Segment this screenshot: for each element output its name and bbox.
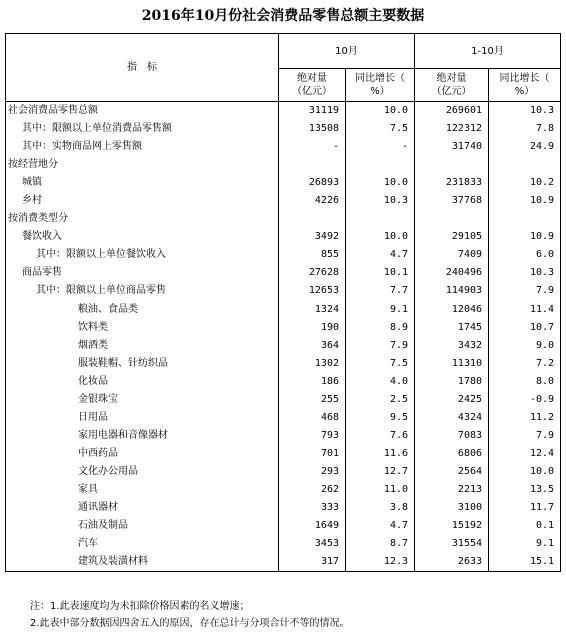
value-oct: 1649	[279, 517, 346, 535]
row-label: 按经营地分	[6, 156, 279, 174]
table-row	[6, 409, 561, 427]
growth-oct: 12.3	[346, 553, 415, 572]
growth-header: 同比增长（ %）	[489, 69, 561, 102]
growth-oct: 7.9	[346, 337, 415, 355]
row-label: 商品零售	[6, 264, 279, 282]
value-oct: 364	[279, 337, 346, 355]
growth-jan-oct: 0.1	[489, 517, 561, 535]
value-oct	[279, 210, 346, 228]
table-row	[6, 355, 561, 373]
row-label: 建筑及装潢材料	[6, 553, 279, 572]
period-jan-oct-header: 1-10月	[415, 34, 561, 69]
row-label: 烟酒类	[6, 337, 279, 355]
table-row	[6, 192, 561, 210]
growth-oct: 8.9	[346, 319, 415, 337]
growth-oct: 10.1	[346, 264, 415, 282]
growth-jan-oct: 7.9	[489, 427, 561, 445]
row-label: 中西药品	[6, 445, 279, 463]
page-title: 2016年10月份社会消费品零售总额主要数据	[141, 8, 425, 24]
row-label: 化妆品	[6, 373, 279, 391]
value-jan-oct: 240496	[415, 264, 489, 282]
value-oct: 293	[279, 463, 346, 481]
growth-jan-oct: 9.0	[489, 337, 561, 355]
row-label: 服装鞋帽、针纺织品	[6, 355, 279, 373]
table-row	[6, 120, 561, 138]
row-label: 日用品	[6, 409, 279, 427]
footnote-1: 注：1.此表速度均为未扣除价格因素的名义增速；	[30, 601, 250, 612]
row-label: 其中：限额以上单位消费品零售额	[6, 120, 279, 138]
growth-jan-oct	[489, 156, 561, 174]
growth-jan-oct: 10.9	[489, 192, 561, 210]
value-jan-oct: 29105	[415, 228, 489, 246]
growth-jan-oct: 12.4	[489, 445, 561, 463]
value-oct: 701	[279, 445, 346, 463]
value-jan-oct: 2564	[415, 463, 489, 481]
value-oct: 186	[279, 373, 346, 391]
value-oct: 27628	[279, 264, 346, 282]
growth-jan-oct: 13.5	[489, 481, 561, 499]
table-row	[6, 102, 561, 121]
value-jan-oct: 2633	[415, 553, 489, 572]
row-label: 社会消费品零售总额	[6, 102, 279, 121]
growth-oct: 10.0	[346, 102, 415, 121]
value-jan-oct	[415, 156, 489, 174]
table-row	[6, 228, 561, 246]
row-label: 城镇	[6, 174, 279, 192]
growth-oct: 2.5	[346, 391, 415, 409]
growth-jan-oct	[489, 210, 561, 228]
table-row	[6, 210, 561, 228]
table-row	[6, 517, 561, 535]
value-oct: 1302	[279, 355, 346, 373]
value-jan-oct: 7083	[415, 427, 489, 445]
table-row	[6, 463, 561, 481]
value-jan-oct: 122312	[415, 120, 489, 138]
growth-oct: 9.1	[346, 301, 415, 319]
growth-jan-oct: 7.9	[489, 282, 561, 300]
growth-jan-oct: 11.2	[489, 409, 561, 427]
table-row	[6, 391, 561, 409]
value-oct: 26893	[279, 174, 346, 192]
growth-oct: 11.6	[346, 445, 415, 463]
growth-oct: 7.5	[346, 120, 415, 138]
footnotes	[30, 598, 350, 632]
table-row	[6, 337, 561, 355]
table-row	[6, 553, 561, 572]
growth-oct: 7.5	[346, 355, 415, 373]
value-oct: 3492	[279, 228, 346, 246]
value-oct: 4226	[279, 192, 346, 210]
value-oct: 12653	[279, 282, 346, 300]
growth-oct: 7.6	[346, 427, 415, 445]
row-label: 其中：限额以上单位餐饮收入	[6, 246, 279, 264]
growth-oct: 9.5	[346, 409, 415, 427]
row-label: 粮油、食品类	[6, 301, 279, 319]
growth-jan-oct: 7.8	[489, 120, 561, 138]
value-jan-oct: 7409	[415, 246, 489, 264]
growth-oct: 4.7	[346, 246, 415, 264]
growth-oct: 8.7	[346, 535, 415, 553]
row-label: 家具	[6, 481, 279, 499]
growth-oct: 4.7	[346, 517, 415, 535]
growth-jan-oct: 6.0	[489, 246, 561, 264]
row-label: 其中：实物商品网上零售额	[6, 138, 279, 156]
table-row	[6, 174, 561, 192]
growth-oct: -	[346, 138, 415, 156]
growth-oct: 10.3	[346, 192, 415, 210]
indicator-header: 指 标	[6, 34, 279, 102]
growth-jan-oct: 10.7	[489, 319, 561, 337]
row-label: 汽车	[6, 535, 279, 553]
row-label: 通讯器材	[6, 499, 279, 517]
value-oct: 317	[279, 553, 346, 572]
value-jan-oct: 2425	[415, 391, 489, 409]
value-jan-oct: 31740	[415, 138, 489, 156]
table-row	[6, 246, 561, 264]
value-jan-oct: 15192	[415, 517, 489, 535]
value-oct	[279, 156, 346, 174]
retail-sales-table	[5, 33, 561, 572]
table-row	[6, 481, 561, 499]
growth-oct: 12.7	[346, 463, 415, 481]
growth-header: 同比增长（ %）	[346, 69, 415, 102]
value-oct: 13508	[279, 120, 346, 138]
row-label: 金银珠宝	[6, 391, 279, 409]
data-table-wrapper	[5, 33, 560, 572]
growth-jan-oct: 7.2	[489, 355, 561, 373]
value-jan-oct: 269601	[415, 102, 489, 121]
table-row	[6, 264, 561, 282]
table-row	[6, 282, 561, 300]
value-oct: -	[279, 138, 346, 156]
value-oct: 793	[279, 427, 346, 445]
value-jan-oct: 4324	[415, 409, 489, 427]
table-body	[6, 102, 561, 572]
growth-oct: 3.8	[346, 499, 415, 517]
value-jan-oct: 3432	[415, 337, 489, 355]
table-row	[6, 535, 561, 553]
value-jan-oct: 3100	[415, 499, 489, 517]
table-row	[6, 319, 561, 337]
growth-jan-oct: 10.3	[489, 102, 561, 121]
value-oct: 333	[279, 499, 346, 517]
value-jan-oct: 11310	[415, 355, 489, 373]
value-oct: 190	[279, 319, 346, 337]
value-jan-oct: 12046	[415, 301, 489, 319]
growth-jan-oct: 24.9	[489, 138, 561, 156]
growth-jan-oct: 10.9	[489, 228, 561, 246]
value-jan-oct: 114903	[415, 282, 489, 300]
value-oct: 31119	[279, 102, 346, 121]
growth-jan-oct: 11.4	[489, 301, 561, 319]
table-row	[6, 445, 561, 463]
growth-oct: 4.0	[346, 373, 415, 391]
row-label: 石油及制品	[6, 517, 279, 535]
growth-oct: 7.7	[346, 282, 415, 300]
value-oct: 255	[279, 391, 346, 409]
growth-oct	[346, 210, 415, 228]
growth-jan-oct: 11.7	[489, 499, 561, 517]
growth-jan-oct: 15.1	[489, 553, 561, 572]
value-oct: 262	[279, 481, 346, 499]
table-row	[6, 301, 561, 319]
growth-oct: 11.0	[346, 481, 415, 499]
row-label: 文化办公用品	[6, 463, 279, 481]
period-oct-header: 10月	[279, 34, 415, 69]
value-oct: 855	[279, 246, 346, 264]
table-row	[6, 499, 561, 517]
value-jan-oct: 6806	[415, 445, 489, 463]
value-jan-oct: 37768	[415, 192, 489, 210]
growth-jan-oct: 10.3	[489, 264, 561, 282]
row-label: 按消费类型分	[6, 210, 279, 228]
row-label: 餐饮收入	[6, 228, 279, 246]
row-label: 乡村	[6, 192, 279, 210]
value-jan-oct: 231833	[415, 174, 489, 192]
table-row	[6, 138, 561, 156]
value-jan-oct: 2213	[415, 481, 489, 499]
growth-jan-oct: -0.9	[489, 391, 561, 409]
row-label: 饮料类	[6, 319, 279, 337]
table-row	[6, 156, 561, 174]
value-oct: 1324	[279, 301, 346, 319]
growth-jan-oct: 9.1	[489, 535, 561, 553]
growth-jan-oct: 10.2	[489, 174, 561, 192]
growth-oct	[346, 156, 415, 174]
value-oct: 468	[279, 409, 346, 427]
row-label: 家用电器和音像器材	[6, 427, 279, 445]
row-label: 其中：限额以上单位商品零售	[6, 282, 279, 300]
abs-value-header: 绝对量 （亿元）	[415, 69, 489, 102]
table-row	[6, 427, 561, 445]
footnote-2: 2.此表中部分数据因四舍五入的原因，存在总计与分项合计不等的情况。	[30, 618, 350, 629]
growth-oct: 10.0	[346, 174, 415, 192]
value-jan-oct: 1745	[415, 319, 489, 337]
value-jan-oct: 31554	[415, 535, 489, 553]
growth-jan-oct: 10.0	[489, 463, 561, 481]
value-jan-oct	[415, 210, 489, 228]
growth-jan-oct: 8.0	[489, 373, 561, 391]
abs-value-header: 绝对量 （亿元）	[279, 69, 346, 102]
table-row	[6, 373, 561, 391]
value-oct: 3453	[279, 535, 346, 553]
value-jan-oct: 1780	[415, 373, 489, 391]
growth-oct: 10.0	[346, 228, 415, 246]
